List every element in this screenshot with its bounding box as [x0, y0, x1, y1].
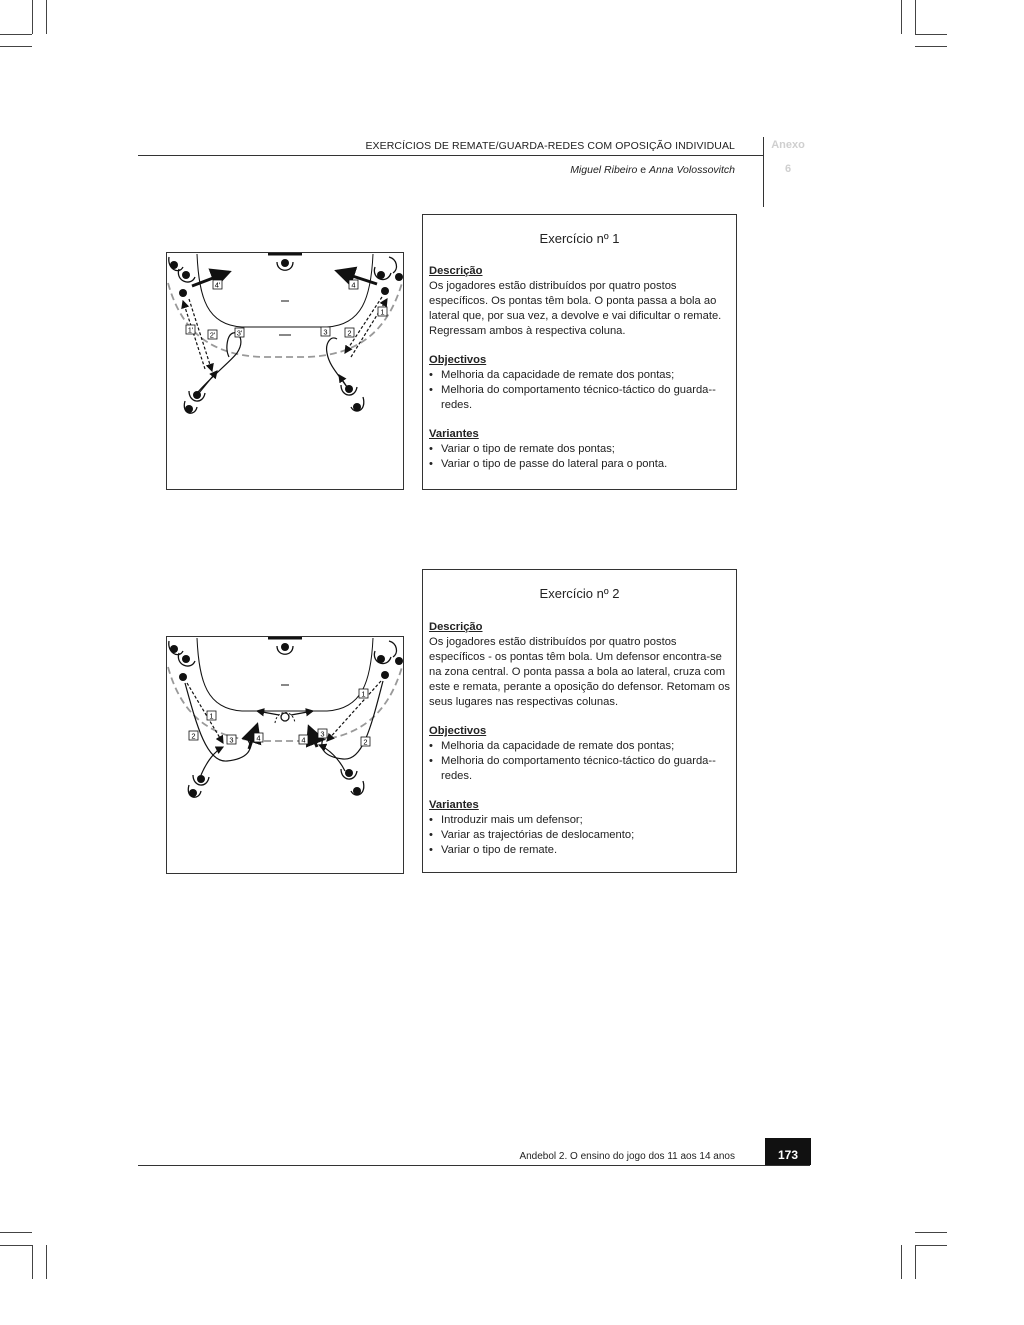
- position-label: [318, 729, 327, 739]
- running-header-authors: [400, 164, 735, 176]
- author-2: Anna Volossovitch: [649, 164, 735, 176]
- position-label: [189, 731, 198, 741]
- position-label: [349, 280, 358, 290]
- variants-heading: Variantes: [429, 428, 479, 440]
- defender: [281, 713, 289, 721]
- player: [381, 671, 389, 679]
- position-label: [207, 711, 216, 721]
- list-item: • Introduzir mais um defensor;: [429, 813, 730, 828]
- position-label: [345, 328, 354, 338]
- svg-text:3': 3': [236, 328, 243, 338]
- position-label: [299, 735, 308, 745]
- list-item: • Variar o tipo de remate.: [429, 843, 730, 858]
- list-item: • Melhoria da capacidade de remate dos pontas;: [429, 739, 730, 754]
- player: [182, 655, 190, 663]
- exercise-2-diagram: [166, 636, 404, 874]
- description-text: Os jogadores estão distribuídos por quatro postos específicos - os pontas têm bola. Um defensor encontra-se na zona central. O ponta passa a bola ao lateral, cruza com este e remata, perante a oposição do defensor. Retomam os seus lugares nas respectivas colunas.: [429, 636, 730, 708]
- objectives-heading: Objectivos: [429, 725, 487, 737]
- crop-mark: [0, 1245, 32, 1246]
- svg-text:1: 1: [361, 689, 366, 699]
- svg-text:2: 2: [347, 328, 352, 338]
- running-header-title: EXERCÍCIOS DE REMATE/GUARDA-REDES COM OPOSIÇÃO INDIVIDUAL: [365, 140, 735, 152]
- crop-mark: [32, 1245, 33, 1279]
- position-label: [235, 328, 244, 338]
- svg-text:4: 4: [301, 735, 306, 745]
- exercise-1-title: Exercício nº 1: [539, 231, 620, 246]
- variants-list: [429, 442, 730, 472]
- player: [179, 673, 187, 681]
- position-label: [227, 735, 236, 745]
- author-1: Miguel Ribeiro: [570, 164, 638, 176]
- crop-mark: [915, 0, 916, 34]
- crop-mark: [46, 0, 47, 34]
- annex-number: 6: [784, 163, 792, 175]
- description-heading: Descrição: [429, 265, 483, 277]
- exercise-1-diagram: [166, 252, 404, 490]
- list-item: • Variar as trajectórias de deslocamento;: [429, 828, 730, 843]
- list-item: • Variar o tipo de remate dos pontas;: [429, 442, 730, 457]
- list-item: • Melhoria do comportamento técnico-táctico do guarda--redes.: [429, 754, 730, 784]
- author-conjunction: e: [640, 164, 647, 176]
- player: [182, 271, 190, 279]
- court-diagram-2: [167, 637, 403, 873]
- svg-text:2': 2': [209, 330, 216, 340]
- crop-mark: [0, 1232, 32, 1233]
- description-text: Os jogadores estão distribuídos por quatro postos específicos. Os pontas têm bola. O ponta passa a bola ao lateral que, por sua vez, a devolve e vai dificultar o remate. Regressam ambos à respectiva coluna.: [429, 280, 722, 337]
- annex-label: Anexo: [771, 139, 805, 151]
- footer-rule: [138, 1165, 810, 1166]
- objectives-list: [429, 739, 730, 784]
- variants-heading: Variantes: [429, 799, 479, 811]
- crop-mark: [32, 0, 33, 34]
- position-label: [359, 689, 368, 699]
- header-rule: [138, 155, 763, 156]
- objectives-heading: Objectivos: [429, 354, 487, 366]
- svg-text:3: 3: [320, 729, 325, 739]
- player: [197, 775, 205, 783]
- svg-text:4: 4: [351, 280, 356, 290]
- svg-text:3: 3: [323, 327, 328, 337]
- goalkeeper: [281, 643, 289, 651]
- court-diagram-1: [167, 253, 403, 489]
- svg-text:1: 1: [209, 711, 214, 721]
- crop-mark: [46, 1245, 47, 1279]
- exercise-2-box: [422, 569, 737, 873]
- list-item: • Variar o tipo de passe do lateral para o ponta.: [429, 457, 730, 472]
- player: [345, 769, 353, 777]
- svg-text:1': 1': [187, 325, 194, 335]
- player: [381, 287, 389, 295]
- crop-mark: [901, 0, 902, 34]
- crop-mark: [915, 1232, 947, 1233]
- crop-mark: [915, 1245, 947, 1246]
- variants-list: [429, 813, 730, 858]
- exercise-2-title: Exercício nº 2: [539, 586, 620, 601]
- position-label: [208, 330, 217, 340]
- svg-text:2: 2: [191, 731, 196, 741]
- svg-text:4: 4: [256, 733, 261, 743]
- position-label: [321, 327, 330, 337]
- position-label: [254, 733, 263, 743]
- position-label: [186, 325, 195, 335]
- description-heading: Descrição: [429, 621, 483, 633]
- svg-text:2: 2: [363, 737, 368, 747]
- player: [395, 273, 403, 281]
- crop-mark: [0, 46, 32, 47]
- crop-mark: [0, 34, 32, 35]
- exercise-1-box: [422, 214, 737, 490]
- header-vertical-rule: [763, 137, 764, 207]
- page-number: 173: [765, 1138, 811, 1165]
- goalkeeper: [281, 259, 289, 267]
- svg-text:1: 1: [380, 307, 385, 317]
- player: [395, 657, 403, 665]
- list-item: • Melhoria do comportamento técnico-táctico do guarda--redes.: [429, 383, 730, 413]
- position-label: [378, 307, 387, 317]
- crop-mark: [901, 1245, 902, 1279]
- position-label: [361, 737, 370, 747]
- crop-mark: [915, 46, 947, 47]
- position-label: [213, 280, 222, 290]
- footer-book-title: Andebol 2. O ensino do jogo dos 11 aos 14 anos: [519, 1151, 735, 1162]
- crop-mark: [915, 1245, 916, 1279]
- svg-text:4': 4': [214, 280, 221, 290]
- player: [179, 289, 187, 297]
- crop-mark: [915, 34, 947, 35]
- list-item: • Melhoria da capacidade de remate dos pontas;: [429, 368, 730, 383]
- objectives-list: [429, 368, 730, 413]
- svg-text:3: 3: [229, 735, 234, 745]
